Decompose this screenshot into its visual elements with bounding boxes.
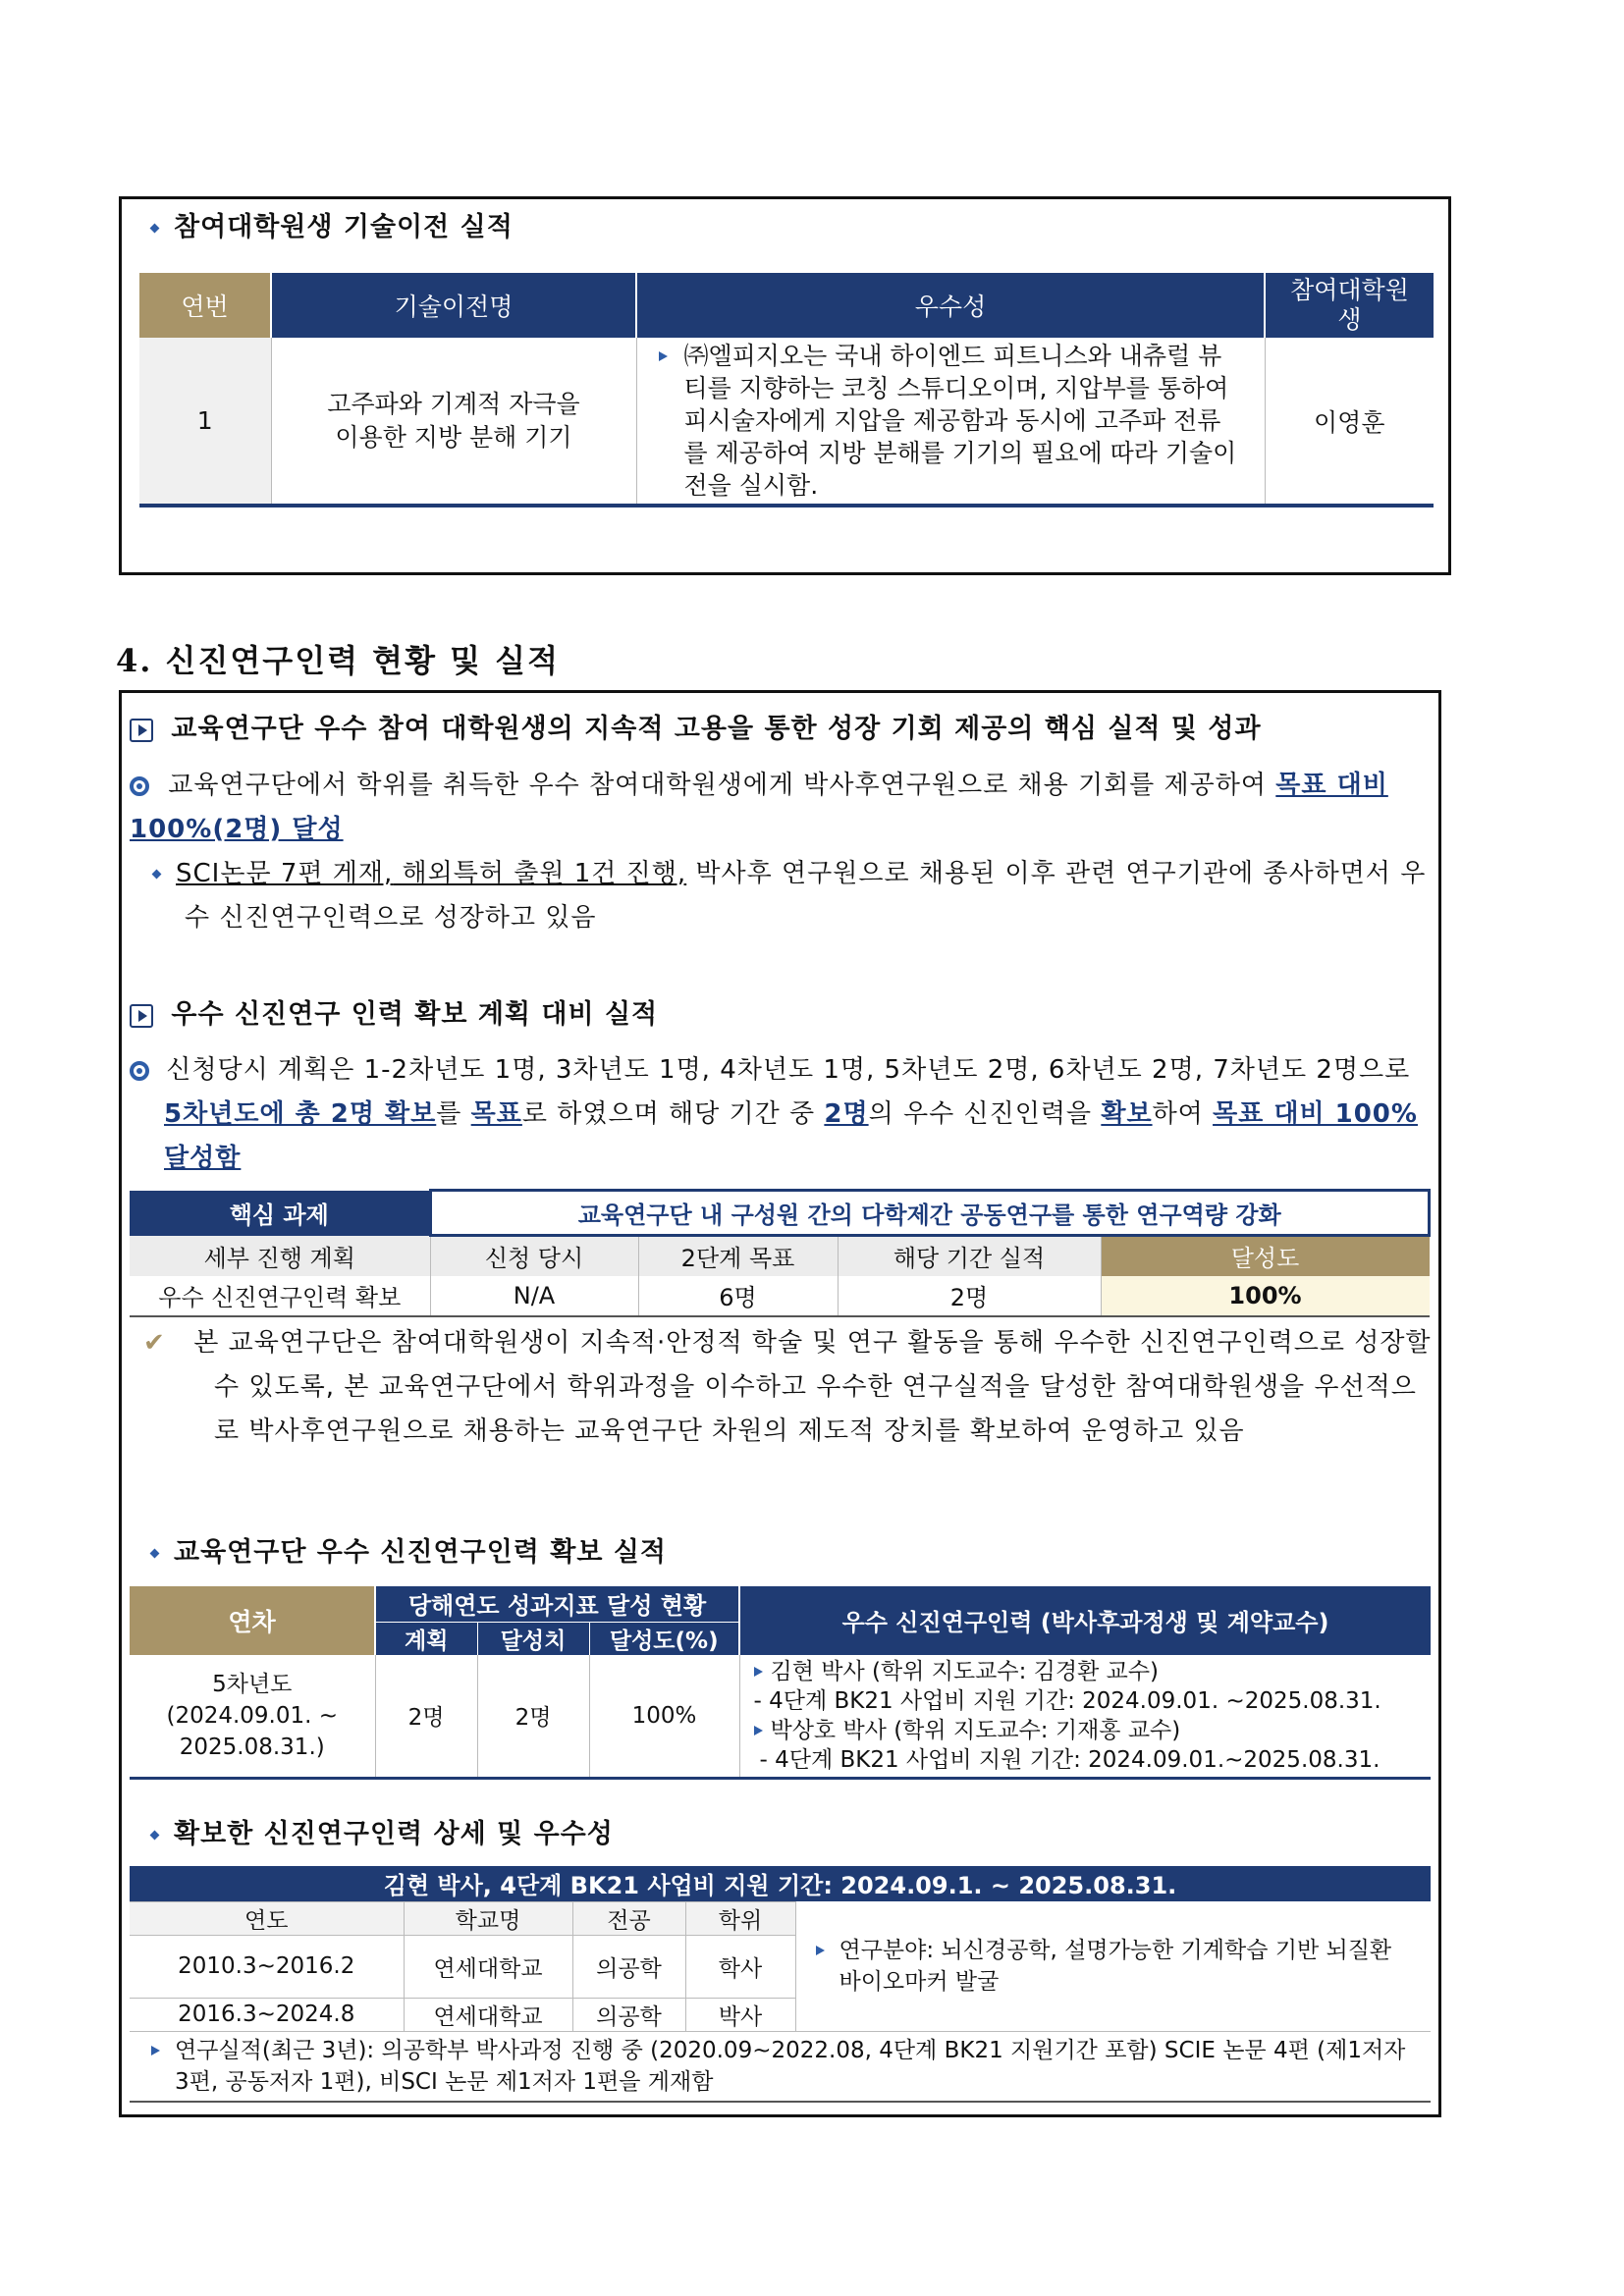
triangle-bullet-icon: [659, 351, 668, 361]
para-plan-f: 2명: [824, 1099, 869, 1129]
sec-header-people: 우수 신진연구인력 (박사후과정생 및 계약교수): [739, 1586, 1431, 1655]
detail-header-3: 학위: [685, 1901, 795, 1935]
tech-transfer-box: [119, 196, 1451, 575]
plan-header-1: 신청 당시: [430, 1236, 638, 1276]
sec-person-1-text: 김현 박사 (학위 지도교수: 김경환 교수): [770, 1658, 1160, 1684]
plan-header-3: 해당 기간 실적: [838, 1236, 1101, 1276]
para-plan-h: 확보: [1101, 1099, 1153, 1129]
row-no: 1: [139, 338, 271, 506]
sec-year: 5차년도(2024.09.01. ~ 2025.08.31.): [130, 1655, 375, 1779]
triangle-bullet-icon: [754, 1667, 763, 1677]
detail-record: [130, 2031, 1431, 2102]
row-excellence-text: ㈜엘피지오는 국내 하이엔드 피트니스와 내츄럴 뷰티를 지향하는 코칭 스튜디오이며, 지압부를 통하여 피시술자에게 지압을 제공함과 동시에 고주파 전류를 제공하여 지방 분해를 기기의 필요에 따라 기술이전을 실시함.: [683, 342, 1237, 500]
detail-field-text: 연구분야: 뇌신경공학, 설명가능한 기계학습 기반 뇌질환 바이오마커 발굴: [839, 1937, 1392, 1995]
plan-header-0: 세부 진행 계획: [130, 1236, 430, 1276]
para-plan-a: 신청당시 계획은 1-2차년도 1명, 3차년도 1명, 4차년도 1명, 5차년도 2명, 6차년도 2명, 7차년도 2명으로: [166, 1055, 1411, 1085]
para-sci-a: SCI논문 7편 게재,: [176, 859, 394, 888]
row-student: 이영훈: [1314, 407, 1385, 437]
detail-field: [795, 1901, 1431, 2031]
sec-header-achieved: 달성치: [477, 1622, 589, 1655]
para-plan-g: 의 우수 신진인력을: [868, 1099, 1102, 1129]
sec-person-1-period: - 4단계 BK21 사업비 지원 기간: 2024.09.01. ~2025.08.31.: [753, 1687, 1381, 1714]
heading-secured-text: 교육연구단 우수 신진연구인력 확보 실적: [174, 1537, 667, 1568]
row-name: 고주파와 기계적 자극을 이용한 지방 분해 기기: [271, 338, 636, 506]
heading-core-results-text: 교육연구단 우수 참여 대학원생의 지속적 고용을 통한 성장 기회 제공의 핵심 실적 및 성과: [171, 714, 1262, 744]
detail-cell-1-3: 박사: [685, 1998, 795, 2031]
heading-detail-text: 확보한 신진연구인력 상세 및 우수성: [174, 1819, 614, 1849]
triangle-bullet-icon: [816, 1946, 825, 1955]
para-system: ✔ 본 교육연구단은 참여대학원생이 지속적·안정적 학술 및 연구 활동을 통해 우수한 신진연구인력으로 성장할 수 있도록, 본 교육연구단에서 학위과정을 이수하고 우수한 연구실적을 달성한 참여대학원생을 우선적으로 박사후연구원으로 채용하는 교육연구단 차원의 제도적 장치를 확보하여 운영하고 있음: [143, 1328, 1432, 1446]
tech-transfer-table: [139, 273, 1434, 507]
sec-header-plan: 계획: [375, 1622, 477, 1655]
detail-table: [130, 1866, 1431, 2103]
sec-achieved: 2명: [477, 1655, 589, 1779]
sec-person-1: [754, 1657, 1418, 1686]
detail-cell-0-2: 의공학: [572, 1935, 685, 1998]
heading-plan-vs-result: [130, 992, 658, 1031]
detail-cell-0-0: 2010.3~2016.2: [130, 1935, 404, 1998]
detail-cell-0-1: 연세대학교: [404, 1935, 572, 1998]
tech-transfer-heading: [151, 205, 514, 243]
sec-plan: 2명: [375, 1655, 477, 1779]
sec-header-year: 연차: [130, 1586, 375, 1655]
col-header-no: 연번: [139, 273, 271, 338]
sec-header-rate: 달성도(%): [589, 1622, 739, 1655]
detail-record-text: 연구실적(최근 3년): 의공학부 박사과정 진행 중 (2020.09~2022.08, 4단계 BK21 지원기간 포함) SCIE 논문 4편 (제1저자 3편, 공동저자 1편), 비SCI 논문 제1저자 1편을 게재함: [175, 2037, 1406, 2095]
plan-cell-3: 2명: [838, 1276, 1101, 1316]
core-task-table: [130, 1189, 1431, 1317]
row-excellence: [636, 338, 1265, 506]
sec-person-2: [754, 1716, 1418, 1745]
sec-person-2-period: - 4단계 BK21 사업비 지원 기간: 2024.09.01.~2025.08.31.: [759, 1746, 1380, 1773]
heading-secured: [151, 1530, 667, 1569]
heading-detail: [151, 1812, 614, 1850]
col-header-name: 기술이전명: [271, 273, 636, 338]
para-sci: [153, 852, 1437, 940]
para-sci-b: 해외특허 출원 1건 진행,: [393, 859, 687, 888]
plan-cell-2: 6명: [638, 1276, 838, 1316]
diamond-bullet-icon: [150, 1831, 160, 1841]
detail-cell-1-1: 연세대학교: [404, 1998, 572, 2031]
para-plan-b: 5차년도에 총 2명 확보: [164, 1099, 437, 1129]
sec-person-2-text: 박상호 박사 (학위 지도교수: 기재홍 교수): [770, 1717, 1181, 1743]
detail-header-0: 연도: [130, 1901, 404, 1935]
detail-header-2: 전공: [572, 1901, 685, 1935]
plan-cell-0: 우수 신진연구인력 확보: [130, 1276, 430, 1316]
diamond-bullet-icon: [150, 1549, 160, 1559]
detail-title: 김현 박사, 4단계 BK21 사업비 지원 기간: 2024.09.1. ~ 2025.08.31.: [130, 1866, 1431, 1901]
section-title: 4. 신진연구인력 현황 및 실적: [116, 642, 561, 679]
diamond-bullet-icon: [152, 870, 162, 880]
tech-transfer-heading-text: 참여대학원생 기술이전 실적: [174, 212, 514, 242]
detail-cell-1-0: 2016.3~2024.8: [130, 1998, 404, 2031]
sec-header-status: 당해연도 성과지표 달성 현황: [375, 1586, 739, 1622]
para-phd-hire: [130, 764, 1435, 852]
plan-header-2: 2단계 목표: [638, 1236, 838, 1276]
section4-box: [119, 690, 1441, 2117]
para-plan-d: 목표: [470, 1099, 522, 1129]
core-task-label: 핵심 과제: [130, 1191, 430, 1236]
para-plan-j: 목표 대비 100% 달성함: [164, 1099, 1418, 1173]
para-plan-e: 로 하였으며 해당 기간 중: [521, 1099, 825, 1129]
plan-header-4: 달성도: [1101, 1236, 1430, 1276]
secured-table: [130, 1586, 1431, 1780]
core-task-value: 교육연구단 내 구성원 간의 다학제간 공동연구를 통한 연구역량 강화: [430, 1191, 1430, 1236]
plan-cell-4: 100%: [1101, 1276, 1430, 1316]
play-box-icon: [130, 719, 153, 742]
circle-bullet-icon: [130, 1061, 149, 1081]
para-plan: [130, 1048, 1435, 1181]
para-system-text: 본 교육연구단은 참여대학원생이 지속적·안정적 학술 및 연구 활동을 통해 우수한 신진연구인력으로 성장할 수 있도록, 본 교육연구단에서 학위과정을 이수하고 우수한 연구실적을 달성한 참여대학원생을 우선적으로 박사후연구원으로 채용하는 교육연구단 차원의 제도적 장치를 확보하여 운영하고 있음: [193, 1328, 1432, 1446]
circle-bullet-icon: [130, 776, 149, 796]
detail-cell-0-3: 학사: [685, 1935, 795, 1998]
para-sci-c: 박사후 연구원으로 채용된 이후 관련 연구기관에 종사하면서 우수 신진연구인력으로 성장하고 있음: [185, 859, 1427, 933]
plan-cell-1: N/A: [430, 1276, 638, 1316]
para-plan-c: 를: [436, 1099, 471, 1129]
heading-core-results: [130, 707, 1262, 745]
sec-people: [739, 1655, 1431, 1779]
sec-rate: 100%: [589, 1655, 739, 1779]
para-plan-i: 하여: [1152, 1099, 1214, 1129]
play-box-icon: [130, 1004, 153, 1028]
triangle-bullet-icon: [754, 1726, 763, 1735]
para-phd-hire-a: 교육연구단에서 학위를 취득한 우수 참여대학원생에게 박사후연구원으로 채용 기회를 제공하여: [168, 771, 1276, 800]
diamond-bullet-icon: [150, 224, 160, 234]
detail-cell-1-2: 의공학: [572, 1998, 685, 2031]
triangle-bullet-icon: [151, 2046, 160, 2056]
col-header-student: 참여대학원생: [1265, 273, 1434, 338]
heading-plan-vs-result-text: 우수 신진연구 인력 확보 계획 대비 실적: [171, 999, 659, 1030]
para-phd-hire-goal: 목표 대비 100%(2명) 달성: [130, 771, 1388, 844]
detail-header-1: 학교명: [404, 1901, 572, 1935]
col-header-excellence: 우수성: [636, 273, 1265, 338]
